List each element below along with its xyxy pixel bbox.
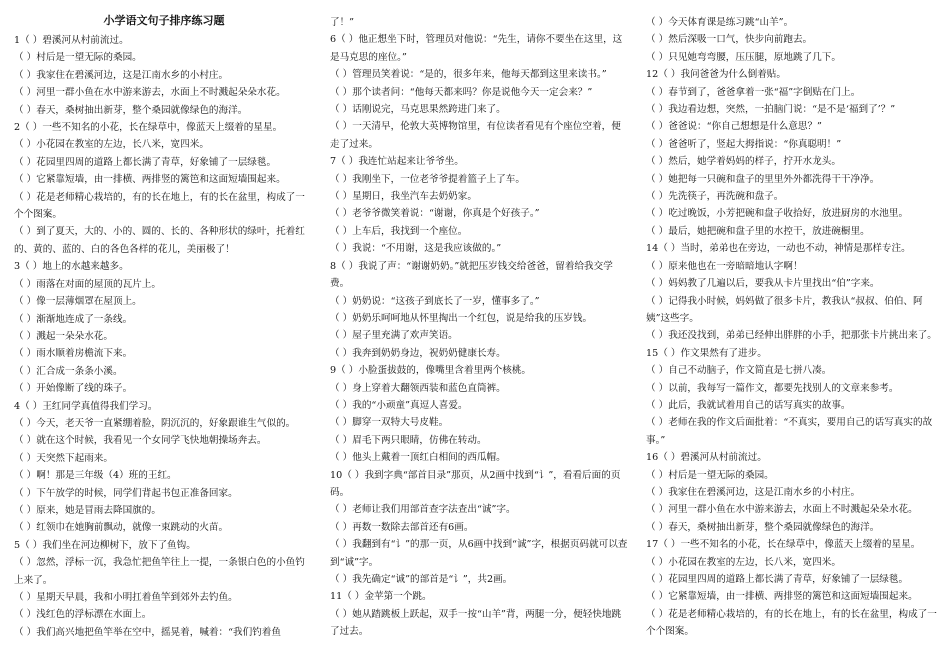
sentence-line: （ ）下午放学的时候，同学们背起书包正准备回家。 (14, 487, 238, 499)
sentence-line: （ ）我奔到奶奶身边，祝奶奶健康长寿。 (330, 347, 506, 359)
sentence-line: （ ）我家住在碧溪河边，这是江南水乡的小村庄。 (14, 69, 229, 81)
sentence-line: （ ）春节到了，爸爸拿着一张“福”字倒贴在门上。 (646, 86, 861, 98)
sentence-line: 了！” (330, 17, 355, 28)
sentence-line: （ ）花是老师精心栽培的，有的长在地上，有的长在盆里，构成了一个个图案。 (646, 608, 937, 638)
sentence-line: （ ）然后深吸一口气，快步向前跑去。 (646, 34, 813, 46)
sentence-line: （ ）红领巾在她胸前飘动，就像一束跳动的火苗。 (14, 522, 229, 534)
sentence-line: （ ）它紧靠短墙，由一排横、两排竖的篱笆和这面短墙围起来。 (14, 174, 286, 186)
sentence-line: （ ）老爷爷微笑着说：“谢谢，你真是个好孩子。” (330, 208, 540, 220)
sentence-line: 2（ ）一些不知名的小花，长在绿草中，像蓝天上缀着的星星。 (14, 122, 283, 134)
sentence-line: （ ）身上穿着大翻领西装和蓝色直筒裤。 (330, 382, 506, 394)
sentence-line: 6（ ）他正想坐下时，管理员对他说：“先生，请你不要坐在这里，这是马克思的座位。” (330, 34, 623, 63)
sentence-line: （ ）天突然下起雨来。 (14, 452, 113, 464)
sentence-line: （ ）妈妈教了几遍以后，要我从卡片里找出“伯”字来。 (646, 278, 880, 290)
sentence-line: （ ）像一层薄烟罩在屋顶上。 (14, 296, 142, 308)
sentence-line: （ ）汇合成一条条小溪。 (14, 365, 123, 377)
sentence-line: （ ）再数一数除去部首还有6画。 (330, 521, 474, 533)
sentence-line: （ ）春天，桑树抽出新芽，整个桑园就像绿色的海洋。 (14, 104, 248, 116)
sentence-line: （ ）此后，我就试着用自己的话写真实的故事。 (646, 399, 851, 411)
sentence-line: （ ）河里一群小鱼在水中游来游去，水面上不时溅起朵朵水花。 (14, 87, 286, 99)
sentence-line: （ ）屋子里充满了欢声笑语。 (330, 330, 458, 342)
sentence-line: （ ）星期天早晨，我和小明扛着鱼竿到郊外去钓鱼。 (14, 592, 238, 603)
sentence-line: 17（ ）一些不知名的小花，长在绿草中，像蓝天上缀着的星星。 (646, 539, 921, 551)
sentence-line: （ ）管理员笑着说：“是的，很多年来，他每天都到这里来读书。” (330, 69, 607, 81)
sentence-line: （ ）春天，桑树抽出新芽，整个桑园就像绿色的海洋。 (646, 521, 880, 533)
sentence-line: 11（ ）金苹第一个跳。 (330, 591, 432, 603)
sentence-line: （ ）一天清早，伦敦大英博物馆里，有位读者看见有个座位空着，便走了过来。 (330, 121, 621, 150)
sentence-line: （ ）我翻到有“讠”的那一页，从6画中找到“诚”字，根据页码就可以查到“诚”字。 (330, 539, 628, 568)
sentence-line: （ ）花是老师精心栽培的，有的长在地上，有的长在盆里，构成了一个个图案。 (14, 191, 305, 221)
column-3 (646, 14, 946, 641)
sentence-line: （ ）然后，她学着妈妈的样子，拧开水龙头。 (646, 156, 841, 168)
sentence-line: 5（ ）我们坐在河边柳树下，放下了鱼钩。 (14, 539, 196, 551)
sentence-line: （ ）浅红色的浮标漂在水面上。 (14, 609, 152, 621)
column-1-lines (14, 32, 314, 641)
sentence-line: （ ）小花园在教室的左边，长八米，宽四米。 (646, 556, 841, 568)
sentence-line: （ ）我刚坐下，一位老爷爷提着篮子上了车。 (330, 173, 525, 185)
sentence-line: （ ）他头上戴着一顶红白相间的西瓜帽。 (330, 452, 506, 464)
sentence-line: （ ）她从踏跳板上跃起，双手一按“山羊”背，两腿一分，便轻快地跳了过去。 (330, 608, 622, 638)
sentence-line: （ ）话刚说完，马克思果然跨进门来了。 (330, 104, 506, 116)
sentence-line: （ ）自己不动脑子，作文简直是七拼八凑。 (646, 365, 832, 377)
sentence-line: （ ）我的“小顽童”真逗人喜爱。 (330, 399, 468, 411)
sentence-line: （ ）啊！那是三年级（4）班的王红。 (14, 470, 177, 482)
sentence-line: 4（ ）王红同学真值得我们学习。 (14, 400, 158, 412)
sentence-line: （ ）我家住在碧溪河边，这是江南水乡的小村庄。 (646, 486, 861, 498)
sentence-line: （ ）吃过晚饭，小芳把碗和盘子收拾好，放进厨房的水池里。 (646, 208, 909, 220)
sentence-line: （ ）只见她弯弯腰，压压腿，原地跳了几下。 (646, 51, 841, 63)
sentence-line: （ ）我先确定“诚”的部首是“讠”，共2画。 (330, 574, 513, 585)
sentence-line: （ ）原来，她是冒雨去降国旗的。 (14, 504, 161, 516)
sentence-line: 8（ ）我说了声：“谢谢奶奶。”就把压岁钱交给爸爸，留着给我交学费。 (330, 260, 613, 290)
sentence-line: （ ）脚穿一双特大号皮鞋。 (330, 417, 449, 429)
sentence-line: （ ）花园里四周的道路上都长满了青草，好象铺了一层绿毯。 (14, 156, 277, 168)
sentence-line: （ ）溅起一朵朵水花。 (14, 330, 113, 342)
sentence-line: 15（ ）作文果然有了进步。 (646, 347, 767, 359)
sentence-line: （ ）我们高兴地把鱼竿举在空中，摇晃着，喊着：“我们钓着鱼 (14, 626, 281, 638)
sentence-line: （ ）老师让我们用部首查字法查出“诚”字。 (330, 504, 516, 516)
sentence-line: （ ）忽然，浮标一沉，我急忙把鱼竿往上一提，一条银白色的小鱼钓上来了。 (14, 557, 305, 586)
sentence-line: 16（ ）碧溪河从村前流过。 (646, 452, 767, 464)
sentence-line: （ ）先洗筷子，再洗碗和盘子。 (646, 191, 784, 203)
sentence-line: （ ）上车后，我找到一个座位。 (330, 225, 468, 237)
sentence-line: （ ）奶奶乐呵呵地从怀里掏出一个红包，说是给我的压岁钱。 (330, 312, 593, 324)
sentence-line: （ ）开始像断了线的珠子。 (14, 383, 133, 395)
sentence-line: （ ）奶奶说：“这孩子到底长了一岁，懂事多了。” (330, 295, 540, 307)
sentence-line: （ ）我还没找到，弟弟已经伸出胖胖的小手，把那张卡片挑出来了。 (646, 330, 937, 342)
sentence-line: （ ）雨水顺着房檐流下来。 (14, 348, 133, 360)
sentence-line: （ ）爸爸说：“你自己想想是什么意思？” (646, 121, 822, 133)
sentence-line: （ ）我边看边想，突然，一拍脑门说：“是不是‘福到了’？” (646, 104, 896, 116)
sentence-line: （ ）眉毛下两只眼睛，仿佛在转动。 (330, 434, 487, 446)
sentence-line: 10（ ）我到字典“部首目录”那页，从2画中找到“讠”，看看后面的页码。 (330, 469, 621, 498)
sentence-line: （ ）雨落在对面的屋顶的瓦片上。 (14, 278, 161, 290)
sentence-line: 14（ ）当时，弟弟也在旁边，一动也不动，神情是那样专注。 (646, 243, 911, 255)
sentence-line: 1（ ）碧溪河从村前流过。 (14, 35, 129, 46)
sentence-line: （ ）最后，她把碗和盘子里的水控干，放进碗橱里。 (646, 225, 870, 237)
page-title: 小学语文句子排序练习题 (103, 14, 225, 27)
sentence-line: （ ）我说：“不用谢，这是我应该做的。” (330, 243, 502, 255)
sentence-line: （ ）渐渐地连成了一条线。 (14, 313, 133, 325)
sentence-line: （ ）老师在我的作文后面批着：“不真实，要用自己的话写真实的故事。” (646, 417, 933, 446)
sentence-line: （ ）花园里四周的道路上都长满了青草，好象铺了一层绿毯。 (646, 574, 909, 585)
sentence-line: （ ）原来他也在一旁暗暗地认字啊！ (646, 260, 803, 272)
sentence-line: （ ）爸爸听了，竖起大拇指说：“你真聪明！” (646, 138, 842, 150)
sentence-line: （ ）就在这个时候，我看见一个女同学飞快地朝操场奔去。 (14, 435, 267, 447)
column-2 (330, 14, 630, 641)
column-3-lines (646, 14, 946, 641)
sentence-line: （ ）今天体育课是练习跳“山羊”。 (646, 17, 794, 28)
column-2-lines (330, 14, 630, 641)
sentence-line: （ ）星期日，我坐汽车去奶奶家。 (330, 191, 477, 203)
sentence-line: （ ）到了夏天，大的、小的、圆的、长的、各种形状的绿叶，托着红的、黄的、蓝的、白的各色各样的花儿，美丽极了！ (14, 226, 305, 255)
sentence-line: （ ）她把每一只碗和盘子的里里外外都洗得干干净净。 (646, 173, 880, 185)
sentence-line: 12（ ）我问爸爸为什么倒着贴。 (646, 69, 786, 81)
sentence-line: 9（ ）小脸蛋拔鼓的，像嘴里含着里两个核桃。 (330, 365, 532, 377)
sentence-line: （ ）今天，老天爷一直紧绷着脸，阴沉沉的，好象跟谁生气似的。 (14, 417, 296, 429)
sentence-line: （ ）那个读者问：“他每天都来吗？你是说他今天一定会来？” (330, 86, 593, 98)
sentence-line: （ ）河里一群小鱼在水中游来游去，水面上不时溅起朵朵水花。 (646, 504, 918, 516)
sentence-line: （ ）记得我小时候，妈妈做了很多卡片，教我认“叔叔、伯伯、阿姨”这些字。 (646, 295, 923, 324)
sentence-line: （ ）村后是一望无际的桑园。 (646, 469, 774, 481)
sentence-line: 3（ ）地上的水越来越多。 (14, 261, 129, 273)
sentence-line: （ ）它紧靠短墙，由一排横、两排竖的篱笆和这面短墙围起来。 (646, 591, 918, 603)
column-1 (14, 14, 314, 641)
sentence-line: （ ）村后是一望无际的桑园。 (14, 52, 142, 64)
sentence-line: 7（ ）我连忙站起来让爷爷坐。 (330, 156, 464, 168)
sentence-line: （ ）小花园在教室的左边，长八米，宽四米。 (14, 139, 209, 151)
sentence-line: （ ）以前，我每写一篇作文，都要先找别人的文章来参考。 (646, 382, 899, 394)
